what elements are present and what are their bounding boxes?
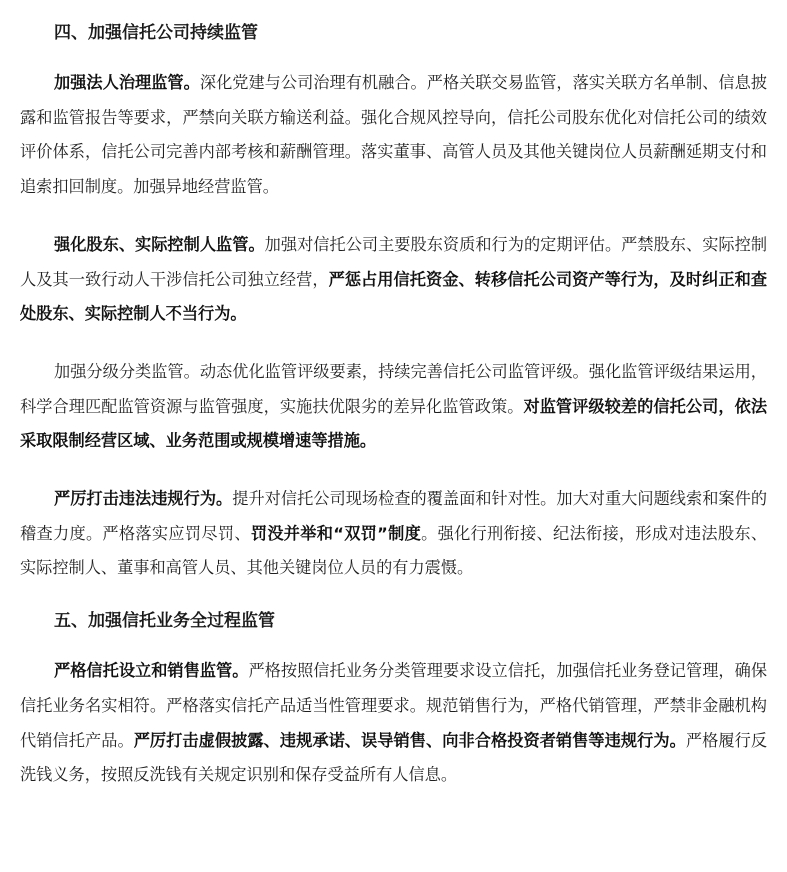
paragraph-body: 加强对信托公司主要股东资质和行为的定期评估。严禁股东、实际控制人及其一致行动人干涉信托公司独立经营， xyxy=(20,234,768,289)
paragraph-lead: 严厉打击违法违规行为。 xyxy=(54,489,233,509)
paragraph-body: 严格按照信托业务分类管理要求设立信托，加强信托业务登记管理，确保信托业务名实相符。严格落实信托产品适当性管理要求。规范销售行为，严格代销管理，严禁非金融机构代销信托产品。 xyxy=(20,661,768,750)
paragraph-establishment-sales xyxy=(20,654,767,793)
paragraph-legal-governance xyxy=(20,66,767,205)
paragraph-body: 提升对信托公司现场检查的覆盖面和针对性。加大对重大问题线索和案件的稽查力度。严格落实应罚尽罚、 xyxy=(20,489,768,543)
paragraph-classified-supervision xyxy=(20,355,767,459)
paragraph-lead: 严格信托设立和销售监管。 xyxy=(54,661,249,681)
paragraph-emphasis: 罚没并举和“双罚”制度 xyxy=(250,523,422,543)
paragraph-emphasis: 对监管评级较差的信托公司，依法采取限制经营区域、业务范围或规模增速等措施。 xyxy=(20,396,768,451)
paragraph-crackdown-violations xyxy=(20,482,767,586)
paragraph-shareholder-supervision xyxy=(20,228,767,332)
paragraph-emphasis: 严惩占用信托资金、转移信托公司资产等行为，及时纠正和查处股东、实际控制人不当行为。 xyxy=(20,269,768,324)
section-heading-5: 五、加强信托业务全过程监管 xyxy=(54,611,275,632)
paragraph-body-continued: 严格履行反洗钱义务，按照反洗钱有关规定识别和保存受益所有人信息。 xyxy=(20,730,768,785)
paragraph-lead: 强化股东、实际控制人监管。 xyxy=(54,234,265,254)
paragraph-emphasis: 严厉打击虚假披露、违规承诺、误导销售、向非合格投资者销售等违规行为。 xyxy=(133,730,686,750)
paragraph-body-continued: 。强化行刑衔接、纪法衔接，形成对违法股东、实际控制人、董事和高管人员、其他关键岗位人员的有力震慑。 xyxy=(20,523,768,578)
paragraph-lead: 加强法人治理监管。 xyxy=(54,73,200,92)
paragraph-body: 加强分级分类监管。动态优化监管评级要素，持续完善信托公司监管评级。强化监管评级结果运用，科学合理匹配监管资源与监管强度，实施扶优限劣的差异化监管政策。 xyxy=(20,361,767,416)
section-heading-4: 四、加强信托公司持续监管 xyxy=(54,23,258,43)
paragraph-body: 深化党建与公司治理有机融合。严格关联交易监管，落实关联方名单制、信息披露和监管报告等要求，严禁向关联方输送利益。强化合规风控导向，信托公司股东优化对信托公司的绩效评价体系，信托公司完善内部考核和薪酬管理。落实董事、高管人员及其他关键岗位人员薪酬延期支付和追索扣回制度。加强异地经营监管。 xyxy=(20,73,768,197)
